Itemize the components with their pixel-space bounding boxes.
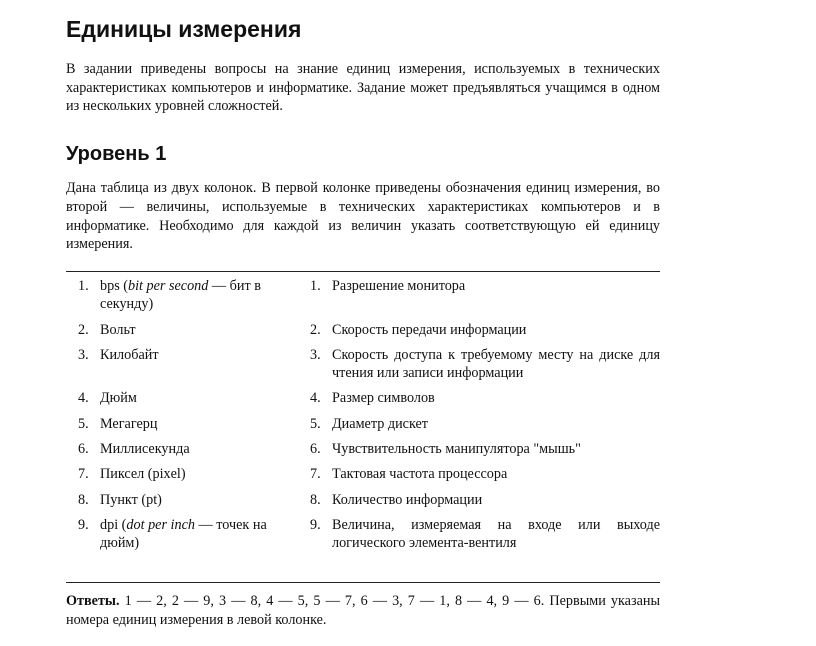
table-bottom-rule: [66, 582, 660, 583]
intro-paragraph: В задании приведены вопросы на знание единиц измерения, используемых в технических характеристиках компьютеров и информатике. Задание может предъявляться учащимся в одном из нескольких уровней сложностей.: [66, 61, 660, 114]
answers-label: Ответы.: [66, 593, 120, 609]
right-quantity: Скорость доступа к требуемому месту на диске для чтения или записи информации: [332, 346, 660, 382]
left-unit-text: bps (: [100, 278, 128, 294]
right-number: 5.: [310, 415, 321, 432]
left-cell: [66, 440, 296, 458]
left-unit: Килобайт: [100, 346, 159, 363]
left-unit-suffix: — точек на дюйм): [100, 516, 267, 552]
right-cell: [296, 516, 660, 553]
table-row: [66, 346, 660, 383]
left-number: 1.: [78, 278, 89, 294]
right-quantity: Чувствительность манипулятора "мышь": [332, 441, 581, 458]
task-paragraph: Дана таблица из двух колонок. В первой колонке приведены обозначения единиц измерения, во второй — величины, используемые в технических характеристиках компьютеров и в информатике. Необходимо для каждой из величин указать соответствующую ей единицу измерения.: [66, 180, 660, 253]
left-number: 6.: [78, 441, 89, 458]
left-unit: Вольт: [100, 321, 136, 338]
left-number: 9.: [78, 516, 89, 533]
left-cell: [66, 491, 296, 509]
right-quantity: Разрешение монитора: [332, 278, 466, 294]
right-quantity: Величина, измеряемая на входе или выходе логического элемента-вентиля: [332, 516, 660, 552]
left-number: 3.: [78, 346, 89, 363]
right-number: 1.: [310, 278, 321, 294]
left-unit: [100, 277, 296, 314]
left-cell: [66, 516, 296, 553]
left-unit: Пункт (pt): [100, 491, 162, 508]
right-quantity: Количество информации: [332, 491, 483, 508]
table-row: [66, 516, 660, 553]
left-unit: Миллисекунда: [100, 441, 190, 458]
right-quantity: Тактовая частота процессора: [332, 466, 508, 483]
right-cell: [296, 321, 660, 339]
left-number: 4.: [78, 390, 89, 407]
right-number: 2.: [310, 321, 321, 338]
table-row: [66, 465, 660, 483]
right-cell: [296, 465, 660, 483]
right-number: 3.: [310, 346, 321, 363]
left-number: 7.: [78, 466, 89, 483]
answers-paragraph: [66, 592, 660, 630]
left-cell: [66, 277, 296, 314]
table-row: [66, 277, 660, 314]
page-title: Единицы измерения: [66, 16, 302, 42]
right-number: 8.: [310, 491, 321, 508]
table-row: [66, 321, 660, 339]
units-table: [66, 277, 660, 560]
left-cell: [66, 321, 296, 339]
left-cell: [66, 346, 296, 383]
table-row: [66, 440, 660, 458]
left-unit: Мегагерц: [100, 415, 158, 432]
right-number: 6.: [310, 441, 321, 458]
right-cell: [296, 346, 660, 383]
table-row: [66, 491, 660, 509]
right-quantity: Скорость передачи информации: [332, 321, 527, 338]
left-cell: [66, 465, 296, 483]
right-cell: [296, 277, 660, 314]
right-number: 9.: [310, 516, 321, 533]
right-quantity: Диаметр дискет: [332, 415, 429, 432]
table-row: [66, 415, 660, 433]
left-number: 8.: [78, 491, 89, 508]
right-cell: [296, 389, 660, 407]
left-unit-suffix: — бит в секунду): [100, 278, 261, 313]
right-quantity: Размер символов: [332, 390, 435, 407]
right-number: 4.: [310, 390, 321, 407]
answers-text: 1 — 2, 2 — 9, 3 — 8, 4 — 5, 5 — 7, 6 — 3, 7 — 1, 8 — 4, 9 — 6. Первыми указаны номера единиц измерения в левой колонке.: [66, 593, 660, 628]
left-unit: [100, 516, 296, 553]
level-heading: Уровень 1: [66, 143, 167, 165]
left-unit-italic: bit per second: [127, 278, 209, 294]
left-unit: Дюйм: [100, 390, 137, 407]
left-unit: Пиксел (pixel): [100, 466, 186, 483]
right-cell: [296, 415, 660, 433]
table-top-rule: [66, 271, 660, 272]
left-number: 5.: [78, 415, 89, 432]
right-number: 7.: [310, 466, 321, 483]
left-unit-italic: dot per inch: [126, 516, 195, 533]
right-cell: [296, 491, 660, 509]
left-number: 2.: [78, 321, 89, 338]
left-cell: [66, 389, 296, 407]
right-cell: [296, 440, 660, 458]
table-row: [66, 389, 660, 407]
left-cell: [66, 415, 296, 433]
left-unit-text: dpi (: [100, 516, 127, 533]
